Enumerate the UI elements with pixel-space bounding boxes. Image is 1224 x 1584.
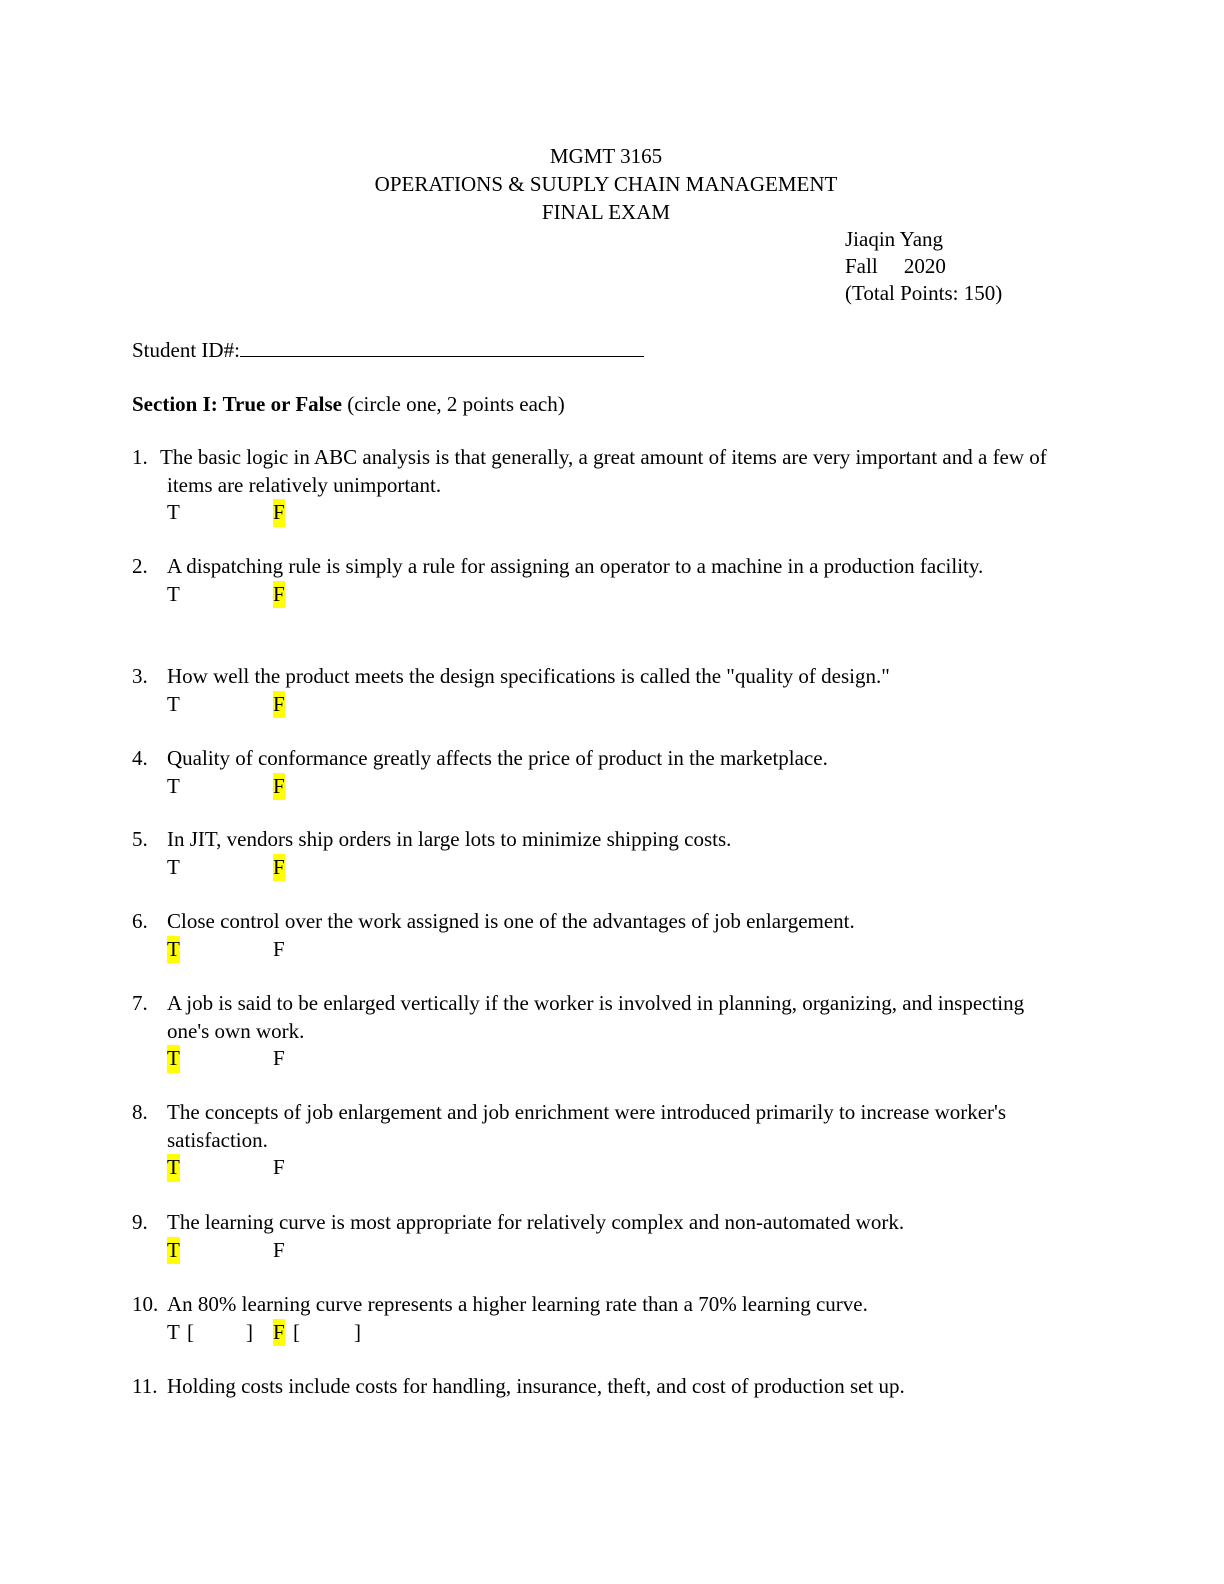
answer-options bbox=[167, 1319, 1052, 1346]
question-number: 6. bbox=[132, 909, 148, 933]
question-3 bbox=[132, 663, 1052, 718]
answer-options bbox=[167, 691, 1052, 718]
answer-options bbox=[167, 1045, 1052, 1072]
instructor-name: Jiaqin Yang bbox=[845, 227, 944, 251]
question-5 bbox=[132, 826, 1052, 881]
option-true-selected[interactable]: T bbox=[167, 1154, 180, 1182]
question-number: 11. bbox=[132, 1374, 158, 1398]
question-text: Quality of conformance greatly affects the price of product in the marketplace. bbox=[167, 746, 828, 770]
question-number: 5. bbox=[132, 827, 148, 851]
student-id-row bbox=[132, 336, 644, 364]
option-false-selected[interactable]: F bbox=[273, 581, 285, 609]
option-false[interactable]: F bbox=[273, 1046, 285, 1070]
question-8 bbox=[132, 1099, 1052, 1181]
question-number: 2. bbox=[132, 554, 148, 578]
total-points: (Total Points: 150) bbox=[845, 281, 1003, 305]
question-text: An 80% learning curve represents a higher learning rate than a 70% learning curve. bbox=[167, 1292, 868, 1316]
question-7 bbox=[132, 990, 1052, 1072]
option-true[interactable]: T bbox=[167, 773, 180, 798]
question-text: A dispatching rule is simply a rule for assigning an operator to a machine in a production facility. bbox=[167, 554, 984, 578]
option-true[interactable]: T bbox=[167, 1319, 180, 1344]
option-true[interactable]: T bbox=[167, 581, 180, 606]
question-4 bbox=[132, 745, 1052, 800]
option-false-selected[interactable]: F bbox=[273, 773, 285, 801]
question-11 bbox=[132, 1373, 1052, 1401]
answer-options bbox=[167, 1154, 1052, 1181]
question-text: Holding costs include costs for handling, insurance, theft, and cost of production set up. bbox=[167, 1374, 905, 1398]
question-9 bbox=[132, 1209, 1052, 1264]
answer-options bbox=[167, 854, 1052, 881]
question-number: 10. bbox=[132, 1292, 159, 1316]
question-text: How well the product meets the design specifications is called the "quality of design." bbox=[167, 664, 890, 688]
question-number: 9. bbox=[132, 1210, 148, 1234]
question-text: The basic logic in ABC analysis is that generally, a great amount of items are very important and a few of items are relatively unimportant. bbox=[160, 445, 1047, 497]
option-true-selected[interactable]: T bbox=[167, 1045, 180, 1073]
option-true-selected[interactable]: T bbox=[167, 936, 180, 964]
option-false-selected[interactable]: F bbox=[273, 499, 285, 527]
option-false[interactable]: F bbox=[273, 936, 285, 961]
question-text: In JIT, vendors ship orders in large lots to minimize shipping costs. bbox=[167, 827, 732, 851]
student-id-blank[interactable] bbox=[240, 336, 644, 357]
answer-options bbox=[167, 499, 1052, 526]
question-number: 4. bbox=[132, 746, 148, 770]
question-text: Close control over the work assigned is one of the advantages of job enlargement. bbox=[167, 909, 855, 933]
option-false-selected[interactable]: F bbox=[273, 1319, 285, 1347]
answer-options bbox=[167, 936, 1052, 963]
option-true[interactable]: T bbox=[167, 691, 180, 716]
question-number: 7. bbox=[132, 991, 148, 1015]
course-code: MGMT 3165 bbox=[549, 144, 663, 168]
bracket-close: ] bbox=[354, 1319, 361, 1344]
option-true-selected[interactable]: T bbox=[167, 1237, 180, 1265]
option-false-selected[interactable]: F bbox=[273, 691, 285, 719]
bracket-open: [ bbox=[293, 1319, 300, 1344]
course-name: OPERATIONS & SUUPLY CHAIN MANAGEMENT bbox=[374, 172, 838, 196]
answer-options bbox=[167, 581, 1052, 608]
section-instructions: (circle one, 2 points each) bbox=[341, 392, 565, 416]
bracket-open: [ bbox=[187, 1319, 194, 1344]
question-number: 1. bbox=[132, 445, 148, 469]
option-true[interactable]: T bbox=[167, 854, 180, 879]
student-id-label: Student ID#: bbox=[132, 338, 240, 362]
section-title: Section I: True or False bbox=[132, 392, 342, 416]
option-false[interactable]: F bbox=[273, 1237, 285, 1262]
answer-options bbox=[167, 773, 1052, 800]
question-text: A job is said to be enlarged vertically if the worker is involved in planning, organizing, and inspecting one's own work. bbox=[167, 991, 1025, 1043]
answer-options bbox=[167, 1237, 1052, 1264]
question-text: The concepts of job enlargement and job enrichment were introduced primarily to increase worker's satisfaction. bbox=[167, 1100, 1007, 1152]
question-10 bbox=[132, 1291, 1052, 1346]
exam-title: FINAL EXAM bbox=[541, 200, 671, 224]
term: Fall 2020 bbox=[845, 254, 946, 278]
bracket-close: ] bbox=[246, 1319, 253, 1344]
option-false-selected[interactable]: F bbox=[273, 854, 285, 882]
question-6 bbox=[132, 908, 1052, 963]
option-false[interactable]: F bbox=[273, 1155, 285, 1179]
option-true[interactable]: T bbox=[167, 500, 180, 524]
question-1 bbox=[132, 444, 1052, 526]
question-text: The learning curve is most appropriate for relatively complex and non-automated work. bbox=[167, 1210, 905, 1234]
question-2 bbox=[132, 553, 1052, 608]
question-number: 3. bbox=[132, 664, 148, 688]
question-number: 8. bbox=[132, 1100, 148, 1124]
section-heading bbox=[132, 390, 565, 418]
